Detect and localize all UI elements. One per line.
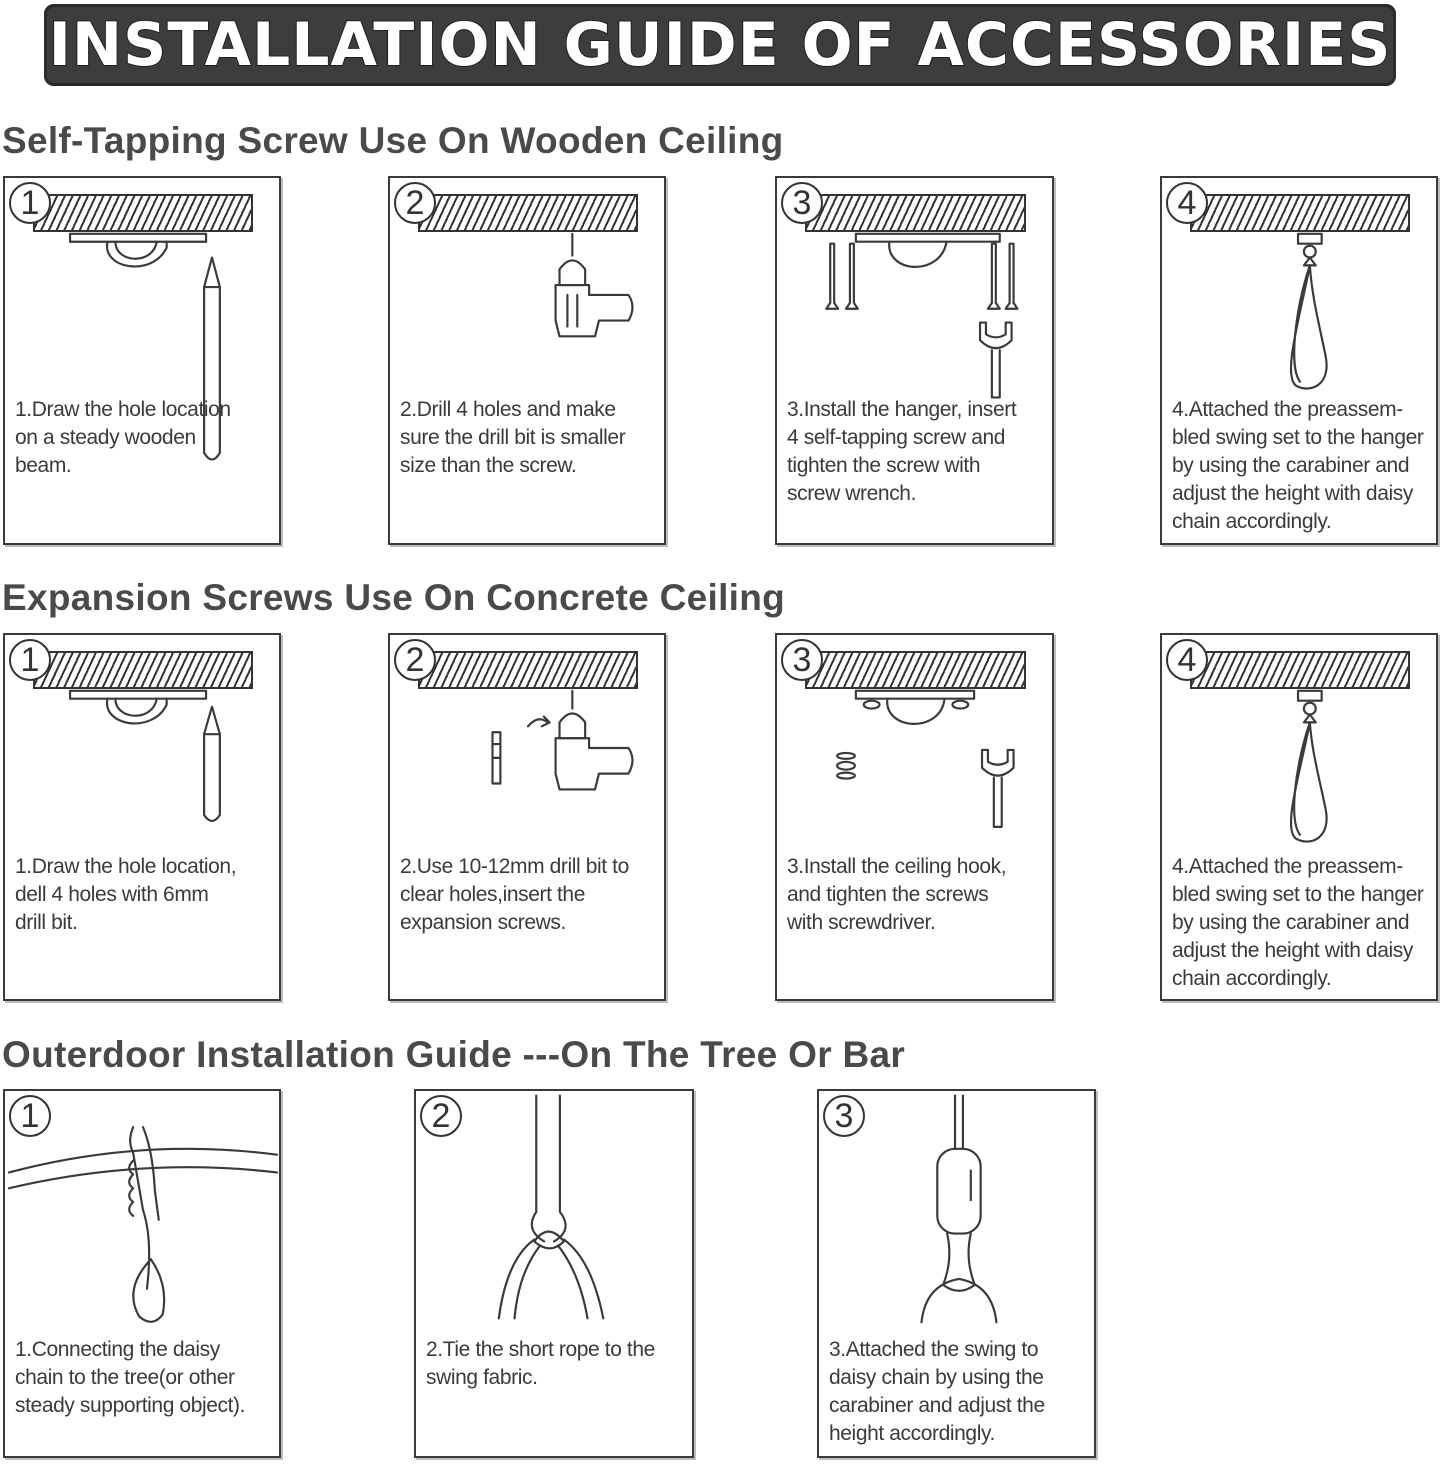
step-description: 1.Connecting the daisy chain to the tree(or other steady supporting object). (15, 1338, 246, 1417)
step-description: 1.Draw the hole location on a steady wooden beam. (15, 398, 231, 477)
step-description: 1.Draw the hole location, dell 4 holes with 6mm drill bit. (15, 855, 237, 934)
drill-icon (390, 635, 664, 999)
step-number: 3 (781, 639, 823, 681)
rope-knot-icon (416, 1091, 692, 1456)
step-panel-concrete-2 (388, 633, 666, 1001)
step-number: 1 (9, 1095, 51, 1137)
page-title: INSTALLATION GUIDE OF ACCESSORIES (48, 10, 1392, 80)
step-panel-concrete-3 (775, 633, 1054, 1001)
wrench-icon (777, 178, 1052, 543)
daisy-chain-icon (5, 1091, 279, 1456)
step-panel-wooden-4 (1160, 176, 1438, 545)
step-description: 3.Attached the swing to daisy chain by using the carabiner and adjust the height accordingly. (829, 1338, 1045, 1445)
step-description: 3.Install the hanger, insert 4 self-tapping screw and tighten the screw with screw wrench. (787, 398, 1017, 505)
step-description: 3.Install the ceiling hook, and tighten the screws with screwdriver. (787, 855, 1007, 934)
step-panel-wooden-1 (3, 176, 281, 545)
pencil-icon (5, 178, 279, 543)
step-number: 2 (420, 1095, 462, 1137)
step-number: 3 (823, 1095, 865, 1137)
step-description: 2.Tie the short rope to the swing fabric. (426, 1338, 655, 1389)
step-number: 2 (394, 639, 436, 681)
step-description: 2.Drill 4 holes and make sure the drill bit is smaller size than the screw. (400, 398, 626, 477)
step-panel-outdoor-2 (414, 1089, 694, 1458)
step-panel-concrete-4 (1160, 633, 1438, 1001)
wrench-icon (777, 635, 1052, 999)
pencil-icon (5, 635, 279, 999)
drill-icon (390, 178, 664, 543)
step-number: 4 (1166, 639, 1208, 681)
section-title-concrete: Expansion Screws Use On Concrete Ceiling (2, 577, 786, 618)
swing-icon (1162, 635, 1436, 999)
step-description: 2.Use 10-12mm drill bit to clear holes,insert the expansion screws. (400, 855, 629, 934)
step-number: 3 (781, 182, 823, 224)
step-panel-outdoor-3 (817, 1089, 1096, 1458)
step-number: 4 (1166, 182, 1208, 224)
step-number: 1 (9, 182, 51, 224)
step-panel-wooden-2 (388, 176, 666, 545)
step-panel-wooden-3 (775, 176, 1054, 545)
step-description: 4.Attached the preassem- bled swing set to the hanger by using the carabiner and adjust the height with daisy chain accordingly. (1172, 855, 1424, 990)
section-title-wooden: Self-Tapping Screw Use On Wooden Ceiling (2, 120, 784, 161)
step-panel-concrete-1 (3, 633, 281, 1001)
swing-icon (1162, 178, 1436, 543)
carabiner-icon (819, 1091, 1094, 1456)
step-number: 1 (9, 639, 51, 681)
step-number: 2 (394, 182, 436, 224)
section-title-outdoor: Outerdoor Installation Guide ---On The Tree Or Bar (2, 1034, 906, 1075)
step-panel-outdoor-1 (3, 1089, 281, 1458)
title-banner (44, 4, 1396, 86)
step-description: 4.Attached the preassem- bled swing set to the hanger by using the carabiner and adjust the height with daisy chain accordingly. (1172, 398, 1424, 533)
